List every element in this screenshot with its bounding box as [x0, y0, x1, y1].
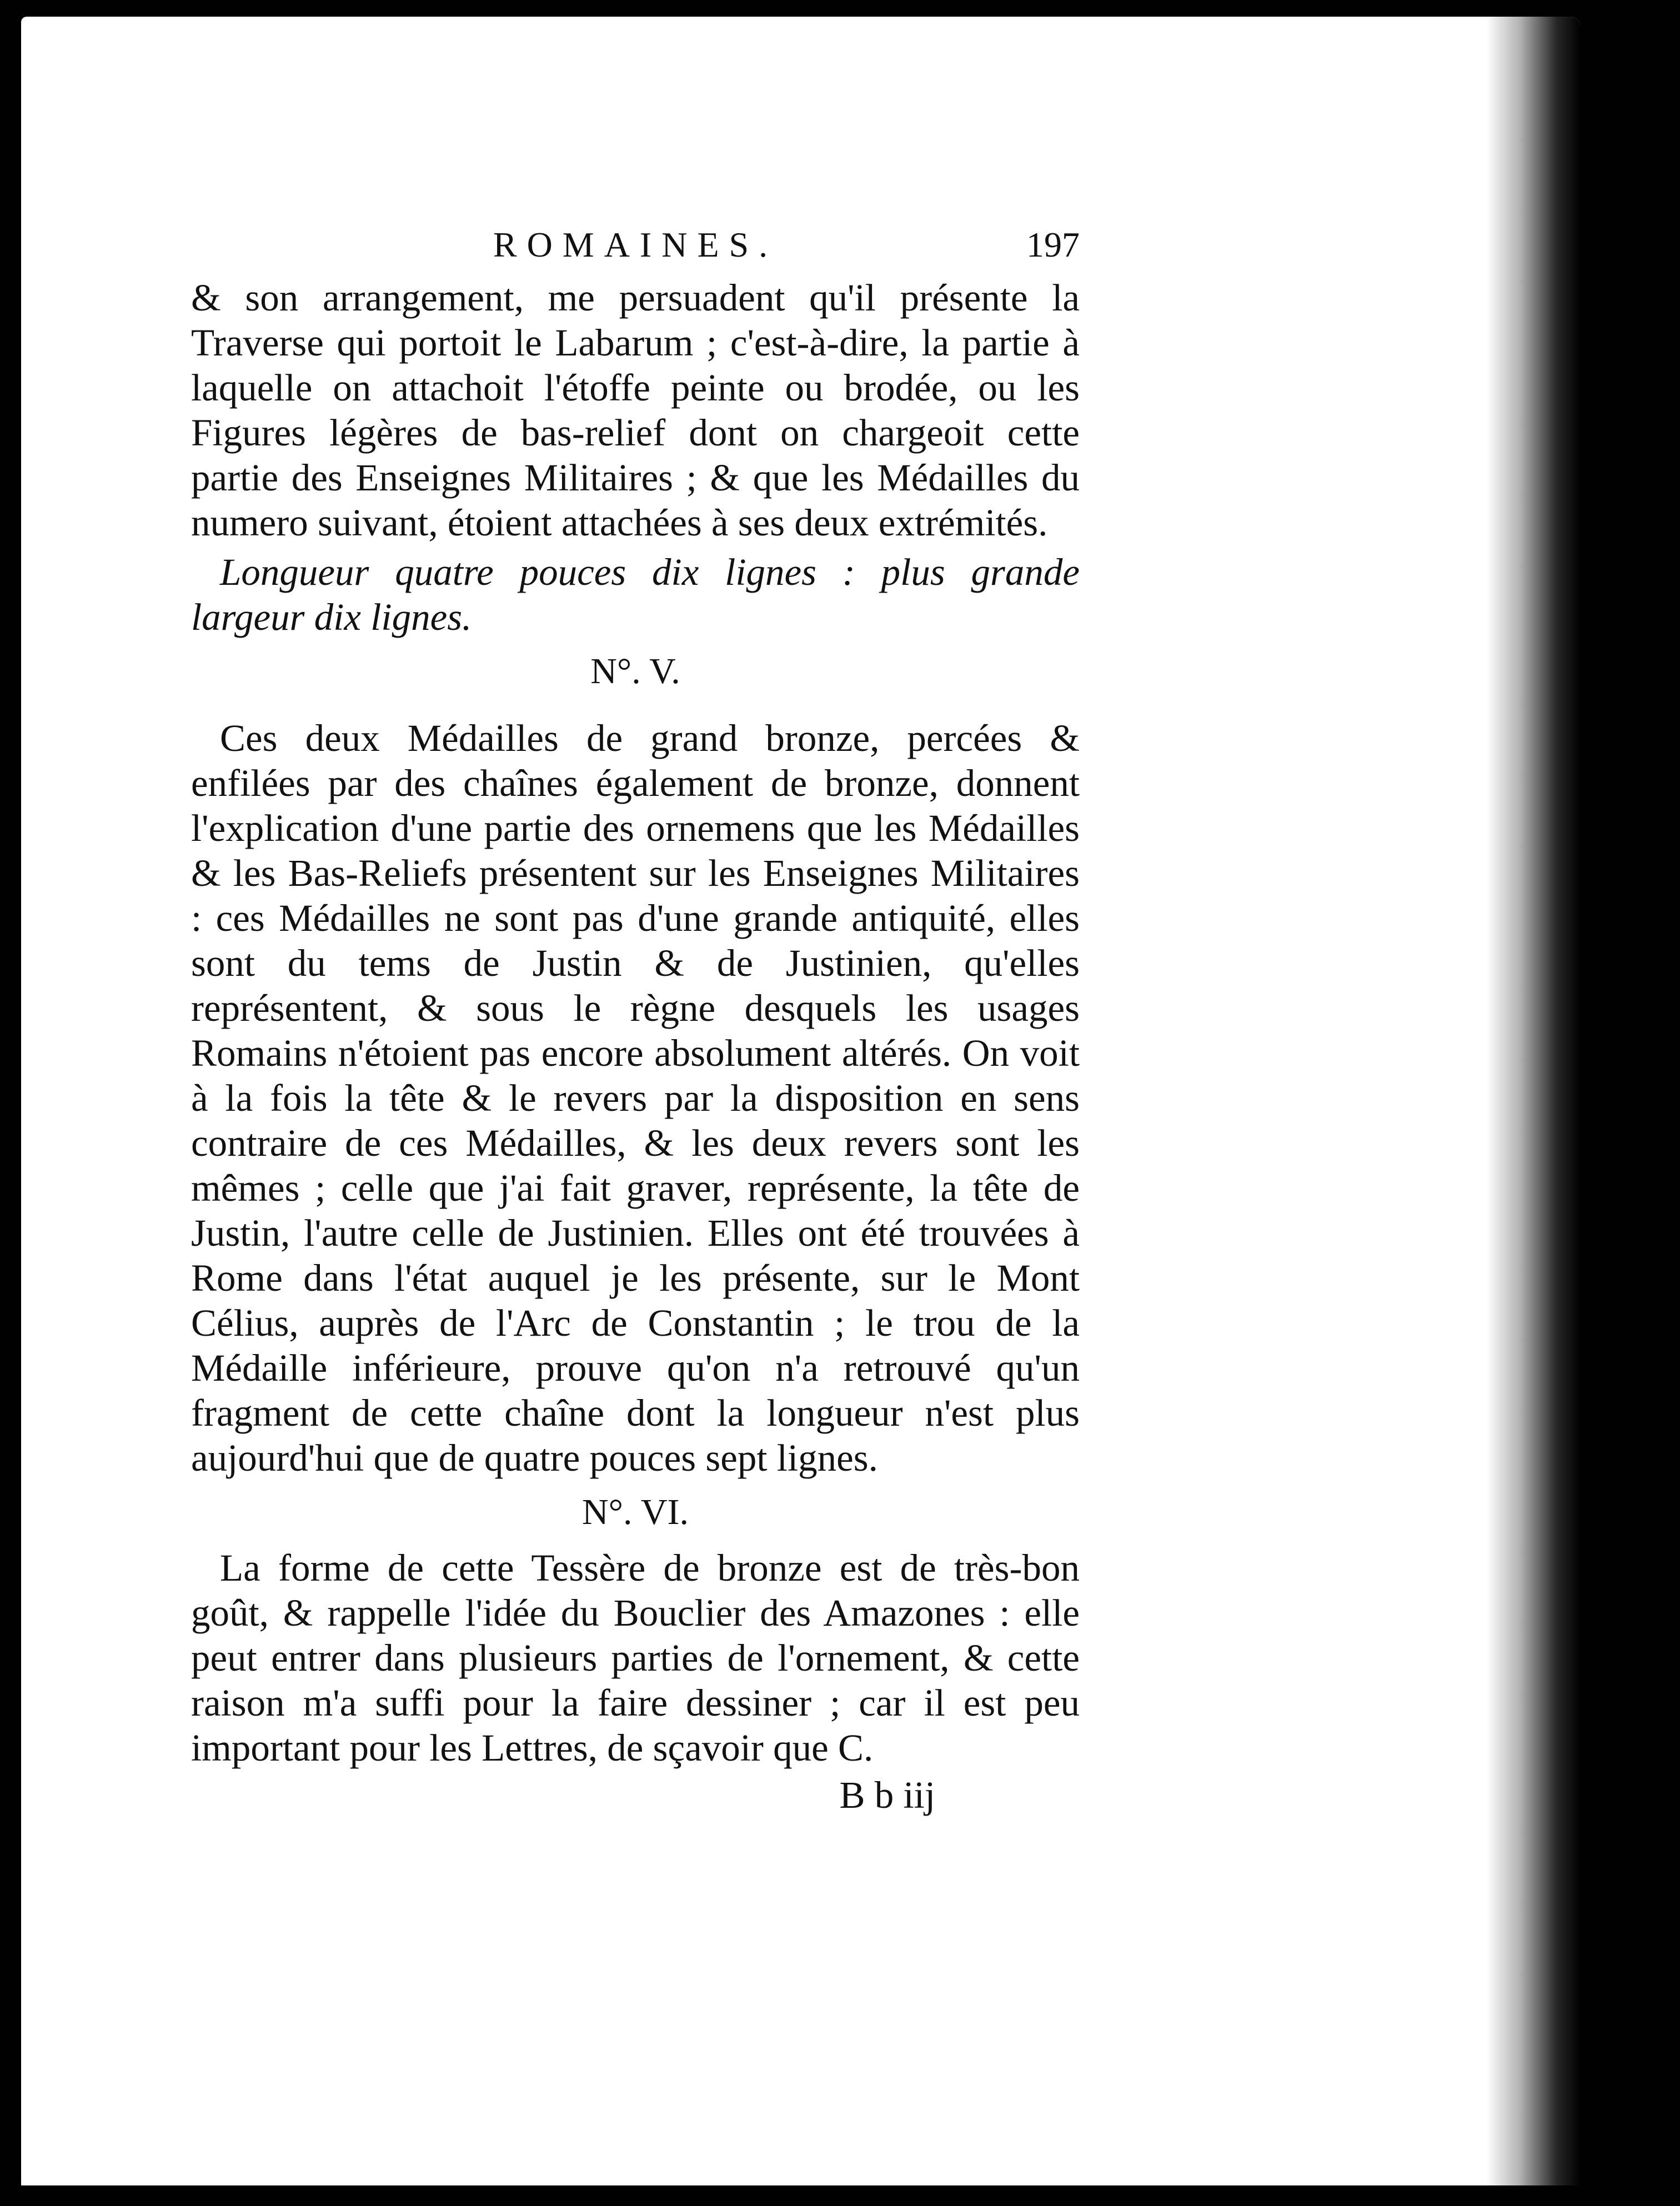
measurement-note: Longueur quatre pouces dix lignes : plus grande largeur dix lignes. — [191, 551, 1080, 638]
section-5-paragraph: Ces deux Médailles de grand bronze, percées & enfilées par des chaînes également de bronze, donnent l'explication d'une partie des ornemens que les Médailles & les Bas-Reliefs présentent sur les Enseignes Militaires : ces Médailles ne sont pas d'une grande antiquité, elles sont du tems de Justin & de Justinien, qu'elles représentent, & sous le règne desquels les usages Romains n'étoient pas encore absolument altérés. On voit à la fois la tête & le revers par la disposition en sens contraire de ces Médailles, & les deux revers sont les mêmes ; celle que j'ai fait graver, représente, la tête de Justin, l'autre celle de Justinien. Elles ont été trouvées à Rome dans l'état auquel je les présente, sur le Mont Célius, auprès de l'Arc de Constantin ; le trou de la Médaille inférieure, prouve qu'on n'a retrouvé qu'un fragment de cette chaîne dont la longueur n'est plus aujourd'hui que de quatre pouces sept lignes. — [191, 717, 1080, 1479]
continuation-paragraph: & son arrangement, me persuadent qu'il présente la Traverse qui portoit le Labarum ; c'est-à-dire, la partie à laquelle on attachoit l'étoffe peinte ou brodée, ou les Figures légères de bas-relief dont on chargeoit cette partie des Enseignes Militaires ; & que les Médailles du numero suivant, étoient attachées à ses deux extrémités. — [191, 277, 1080, 544]
page-number: 197 — [1026, 225, 1080, 264]
section-heading-6: N°. VI. — [581, 1492, 689, 1532]
page-gutter-shadow — [1486, 17, 1581, 2185]
section-6-paragraph: La forme de cette Tessère de bronze est de très-bon goût, & rappelle l'idée du Bouclier des Amazones : elle peut entrer dans plusieurs parties de l'ornement, & cette raison m'a suffi pour la faire dessiner ; car il est peu important pour les Lettres, de sçavoir que C. — [191, 1547, 1080, 1769]
running-head — [191, 222, 1080, 275]
catchword-signature: B b iij — [839, 1774, 935, 1816]
running-title: ROMAINES. — [493, 225, 778, 264]
text-block — [191, 222, 1080, 1818]
section-heading-5: N°. V. — [590, 651, 680, 691]
book-page — [21, 17, 1581, 2185]
